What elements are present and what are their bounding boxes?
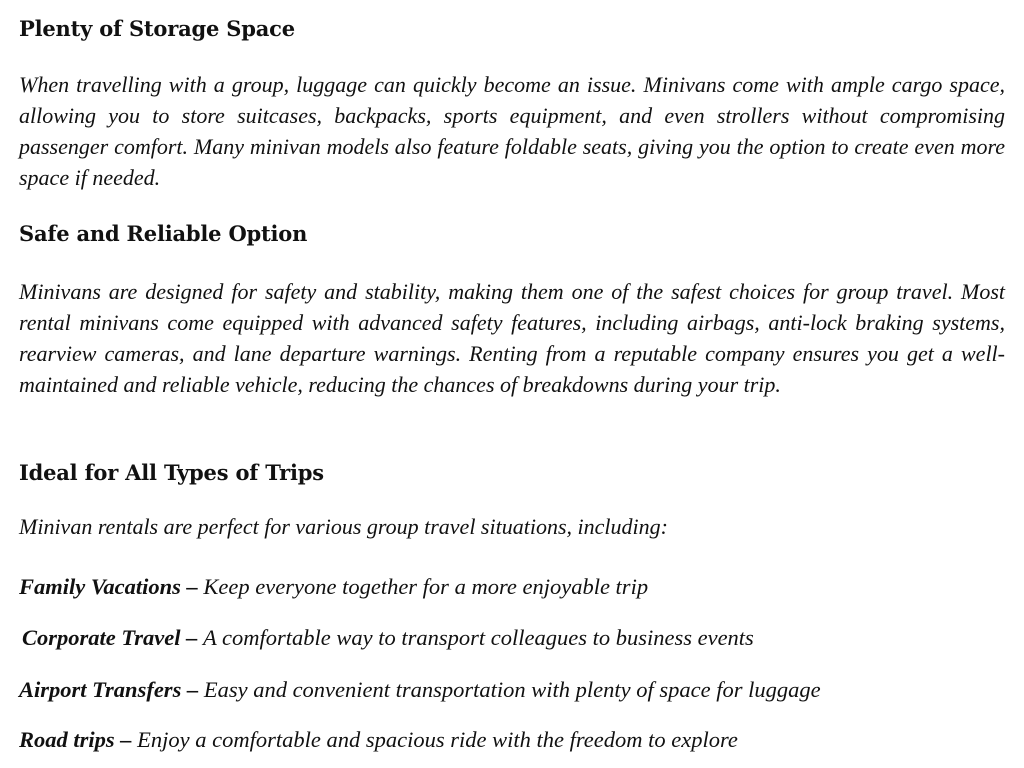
heading-trip-types: Ideal for All Types of Trips [19, 460, 324, 485]
list-item-term: Road trips [19, 727, 115, 752]
list-item-description: Enjoy a comfortable and spacious ride with the freedom to explore [137, 727, 738, 752]
list-item-road-trips [19, 726, 738, 753]
heading-safe-reliable: Safe and Reliable Option [19, 221, 308, 246]
list-item-term: Family Vacations [19, 574, 181, 599]
list-item-description: Easy and convenient transportation with plenty of space for luggage [203, 677, 821, 702]
paragraph-trip-types-intro: Minivan rentals are perfect for various group travel situations, including: [19, 514, 668, 539]
list-item-term: Corporate Travel [22, 625, 181, 650]
list-item-corporate-travel [22, 624, 754, 651]
list-item-separator: – [180, 625, 204, 650]
paragraph-safe-reliable: Minivans are designed for safety and stability, making them one of the safest choices for group travel. Most rental minivans come equipped with advanced safety features, including airbags, anti-lock braking systems, rearview cameras, and lane departure warnings. Renting from a reputable company ensures you get a well-maintained and reliable vehicle, reducing the chances of breakdowns during your trip. [19, 279, 1005, 397]
list-item-description: Keep everyone together for a more enjoyable trip [203, 574, 649, 599]
list-item-airport-transfers [19, 676, 821, 703]
heading-storage-space: Plenty of Storage Space [19, 16, 295, 41]
list-item-separator: – [181, 677, 204, 702]
list-item-term: Airport Transfers [19, 677, 182, 702]
list-item-family-vacations [19, 573, 648, 600]
paragraph-storage-space: When travelling with a group, luggage can quickly become an issue. Minivans come with ample cargo space, allowing you to store suitcases, backpacks, sports equipment, and even strollers without compromising passenger comfort. Many minivan models also feature foldable seats, giving you the option to create even more space if needed. [19, 72, 1005, 190]
list-item-description: A comfortable way to transport colleagues to business events [203, 625, 754, 650]
list-item-separator: – [180, 574, 204, 599]
list-item-separator: – [114, 727, 138, 752]
